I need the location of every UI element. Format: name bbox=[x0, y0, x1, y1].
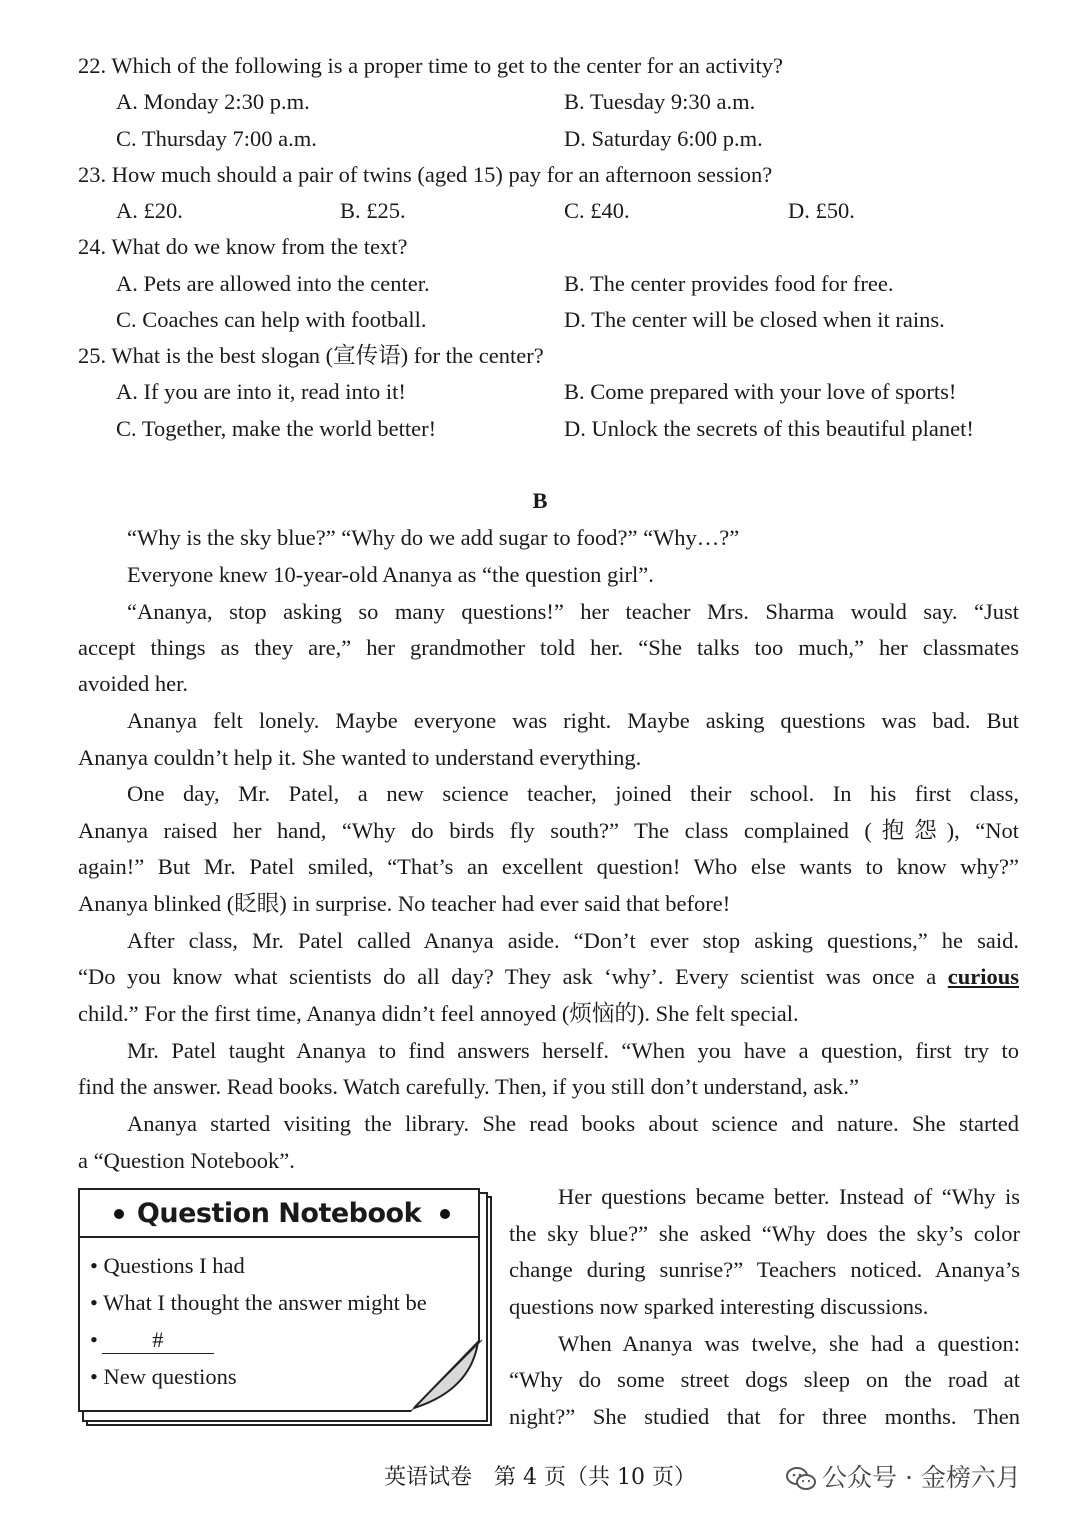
question-23-option-c: C. £40. bbox=[564, 198, 630, 223]
blank-number: # bbox=[102, 1327, 214, 1354]
question-23-option-b: B. £25. bbox=[340, 198, 406, 223]
section-title: B bbox=[532, 488, 548, 513]
passage-line: find the answer. Read books. Watch carefully. Then, if you still don’t understand, ask.” bbox=[78, 1074, 859, 1099]
watermark-text: 公众号 · 金榜六月 bbox=[822, 1463, 1021, 1492]
bullet: • bbox=[90, 1327, 98, 1352]
question-22-option-d: D. Saturday 6:00 p.m. bbox=[564, 126, 763, 151]
question-23-option-a: A. £20. bbox=[116, 198, 183, 223]
underlined-word-curious: curious bbox=[947, 964, 1019, 989]
question-24-option-a: A. Pets are allowed into the center. bbox=[116, 271, 430, 296]
page-curl-icon bbox=[408, 1338, 484, 1414]
passage-line: again!” But Mr. Patel smiled, “That’s an excellent question! Who else wants to know why?” bbox=[78, 854, 1019, 879]
question-25-option-b: B. Come prepared with your love of sports! bbox=[564, 379, 957, 404]
question-22-option-a: A. Monday 2:30 p.m. bbox=[116, 89, 310, 114]
question-23-stem: 23. How much should a pair of twins (aged 15) pay for an afternoon session? bbox=[78, 162, 773, 187]
passage-line: child.” For the first time, Ananya didn’t feel annoyed (烦恼的). She felt special. bbox=[78, 1001, 799, 1026]
question-25-option-a: A. If you are into it, read into it! bbox=[116, 379, 406, 404]
passage-line: “Ananya, stop asking so many questions!” her teacher Mrs. Sharma would say. “Just bbox=[127, 599, 1019, 624]
passage-line: Ananya couldn’t help it. She wanted to understand everything. bbox=[78, 745, 642, 770]
bullet-dot-icon bbox=[440, 1209, 450, 1219]
question-25-option-c: C. Together, make the world better! bbox=[116, 416, 437, 441]
question-24-option-c: C. Coaches can help with football. bbox=[116, 307, 427, 332]
passage-line: Ananya started visiting the library. She read books about science and nature. She started bbox=[127, 1111, 1019, 1136]
passage-line: Ananya blinked (眨眼) in surprise. No teacher had ever said that before! bbox=[78, 891, 731, 916]
bullet: • bbox=[90, 1253, 98, 1278]
wechat-icon bbox=[786, 1466, 816, 1492]
notebook-title: Question Notebook bbox=[136, 1198, 422, 1229]
watermark bbox=[786, 1458, 1021, 1494]
passage-line: Mr. Patel taught Ananya to find answers herself. “When you have a question, first try to bbox=[127, 1038, 1019, 1063]
right-column-line: questions now sparked interesting discussions. bbox=[509, 1294, 929, 1319]
passage-line: avoided her. bbox=[78, 671, 188, 696]
passage-line bbox=[78, 966, 1019, 989]
notebook-item bbox=[90, 1253, 245, 1279]
question-25-stem: 25. What is the best slogan (宣传语) for the center? bbox=[78, 343, 544, 368]
right-column-line: When Ananya was twelve, she had a question: bbox=[558, 1331, 1020, 1356]
passage-line: Ananya raised her hand, “Why do birds fly south?” The class complained (抱怨), “Not bbox=[78, 818, 1019, 843]
question-22-option-b: B. Tuesday 9:30 a.m. bbox=[564, 89, 756, 114]
question-23-option-d: D. £50. bbox=[788, 198, 855, 223]
passage-line: Ananya felt lonely. Maybe everyone was right. Maybe asking questions was bad. But bbox=[127, 708, 1019, 733]
passage-line: accept things as they are,” her grandmother told her. “She talks too much,” her classmates bbox=[78, 635, 1019, 660]
notebook-item-text: What I thought the answer might be bbox=[103, 1290, 427, 1315]
notebook-item-text: Questions I had bbox=[103, 1253, 245, 1278]
question-24-option-b: B. The center provides food for free. bbox=[564, 271, 894, 296]
page-footer: 英语试卷 第 4 页（共 10 页） bbox=[384, 1465, 696, 1490]
notebook-item bbox=[90, 1364, 237, 1390]
passage-line-text: “Do you know what scientists do all day? They ask ‘why’. Every scientist was once a bbox=[78, 964, 937, 989]
right-column-line: night?” She studied that for three months. Then bbox=[509, 1404, 1020, 1429]
passage-line: After class, Mr. Patel called Ananya aside. “Don’t ever stop asking questions,” he said. bbox=[127, 928, 1019, 953]
right-column-line: “Why do some street dogs sleep on the road at bbox=[509, 1367, 1020, 1392]
bullet: • bbox=[90, 1364, 98, 1389]
passage-line: a “Question Notebook”. bbox=[78, 1148, 295, 1173]
question-24-stem: 24. What do we know from the text? bbox=[78, 234, 408, 259]
notebook-front-page bbox=[78, 1188, 480, 1412]
right-column-line: Her questions became better. Instead of “Why is bbox=[558, 1184, 1020, 1209]
notebook-title-bar bbox=[80, 1190, 478, 1238]
right-column-line: the sky blue?” she asked “Why does the sky’s color bbox=[509, 1221, 1020, 1246]
passage-line: One day, Mr. Patel, a new science teacher, joined their school. In his first class, bbox=[127, 781, 1019, 806]
question-22-stem: 22. Which of the following is a proper time to get to the center for an activity? bbox=[78, 53, 783, 78]
passage-line: Everyone knew 10-year-old Ananya as “the question girl”. bbox=[127, 562, 654, 587]
question-notebook bbox=[78, 1188, 490, 1424]
notebook-item bbox=[90, 1290, 427, 1316]
bullet: • bbox=[90, 1290, 98, 1315]
notebook-item-text: New questions bbox=[103, 1364, 237, 1389]
question-22-option-c: C. Thursday 7:00 a.m. bbox=[116, 126, 317, 151]
question-25-option-d: D. Unlock the secrets of this beautiful planet! bbox=[564, 416, 974, 441]
passage-line: “Why is the sky blue?” “Why do we add sugar to food?” “Why…?” bbox=[127, 525, 740, 550]
right-column-line: change during sunrise?” Teachers noticed. Ananya’s bbox=[509, 1257, 1020, 1282]
notebook-item bbox=[90, 1327, 214, 1354]
question-24-option-d: D. The center will be closed when it rains. bbox=[564, 307, 945, 332]
